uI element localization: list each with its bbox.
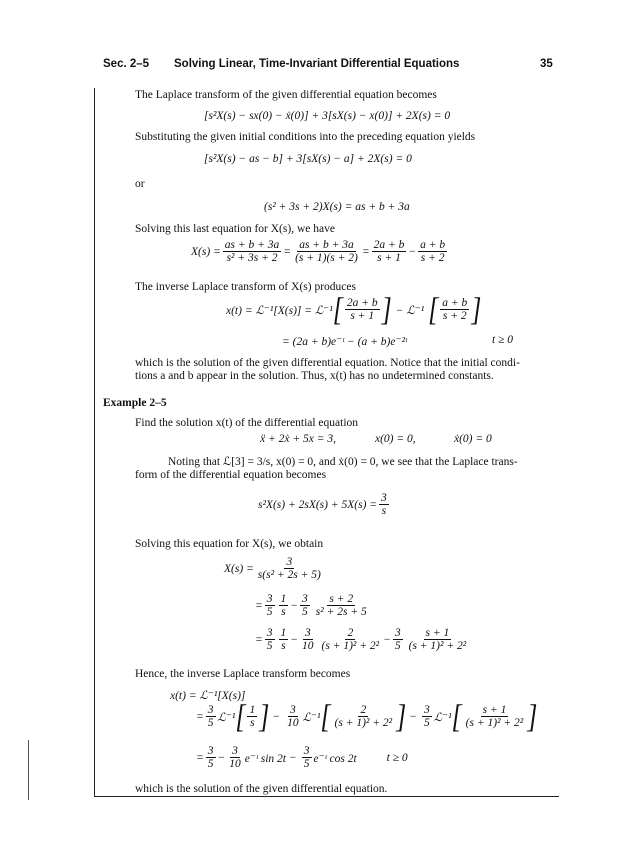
operator: − xyxy=(290,599,299,612)
condition: t ≥ 0 xyxy=(492,334,514,346)
section-label: Sec. 2–5 xyxy=(103,58,150,70)
numerator: as + b + 3a xyxy=(299,239,354,251)
operator: = xyxy=(255,633,263,646)
operator: − xyxy=(217,751,226,764)
bottom-rule xyxy=(94,796,559,797)
denominator: 5 xyxy=(266,640,273,652)
denominator: s + 1 xyxy=(350,310,375,322)
equation-lhs: X(s) = xyxy=(191,245,221,258)
fraction xyxy=(407,627,469,652)
fraction xyxy=(320,627,382,652)
fraction xyxy=(300,627,316,652)
operator: = xyxy=(196,710,204,723)
fraction xyxy=(279,627,289,652)
numerator: 3 xyxy=(286,556,293,568)
denominator: s xyxy=(281,640,286,652)
denominator: (s + 1)² + 2² xyxy=(408,640,467,652)
bracket-open: [ xyxy=(451,697,462,734)
bracket-close: ] xyxy=(471,290,482,327)
fraction xyxy=(293,239,360,264)
denominator: 10 xyxy=(229,758,241,770)
paragraph: The Laplace transform of the given differential equation becomes xyxy=(135,89,437,101)
equation-transformed xyxy=(258,492,391,517)
numerator: 3 xyxy=(266,627,273,639)
denominator: 5 xyxy=(303,758,310,770)
numerator: 3 xyxy=(423,704,430,716)
equation xyxy=(255,593,371,618)
paragraph: Find the solution x(t) of the differential equation xyxy=(135,417,359,429)
paragraph: Solving this last equation for X(s), we have xyxy=(135,223,335,235)
operator: = xyxy=(255,599,263,612)
equation xyxy=(224,556,325,581)
numerator: 2 xyxy=(347,627,354,639)
equation-inverse-terms xyxy=(196,697,538,734)
equation xyxy=(255,627,470,652)
paragraph: Solving this equation for X(s), we obtain xyxy=(135,538,324,550)
numerator: 3 xyxy=(289,704,296,716)
paragraph-line: tions a and b appear in the solution. Thus, x(t) has no undetermined constants. xyxy=(135,370,494,382)
fraction xyxy=(333,704,395,729)
numerator: 3 xyxy=(304,627,311,639)
bracket-open: [ xyxy=(332,290,343,327)
fraction xyxy=(372,239,407,264)
connector-word: or xyxy=(135,178,145,190)
numerator: s + 1 xyxy=(482,704,507,716)
bracket-close: ] xyxy=(259,697,270,734)
fraction xyxy=(302,745,312,770)
paragraph-line: Noting that ℒ[3] = 3/s, x(0) = 0, and ẋ(0) = 0, we see that the Laplace trans- xyxy=(168,456,518,468)
initial-condition: x(0) = 0, xyxy=(375,433,416,445)
denominator: s xyxy=(250,717,255,729)
fraction xyxy=(300,593,310,618)
fraction xyxy=(418,239,447,264)
numerator: 3 xyxy=(381,492,387,504)
operator: = xyxy=(196,751,204,764)
fraction xyxy=(265,593,275,618)
numerator: as + b + 3a xyxy=(224,239,280,251)
fraction xyxy=(223,239,282,264)
operator: − xyxy=(289,751,297,764)
fraction xyxy=(422,704,432,729)
numerator: 1 xyxy=(280,593,287,605)
denominator: 10 xyxy=(302,640,314,652)
numerator: 3 xyxy=(303,745,310,757)
denominator: s² + 2s + 5 xyxy=(315,606,367,618)
paragraph: Hence, the inverse Laplace transform becomes xyxy=(135,668,351,680)
numerator: 3 xyxy=(266,593,273,605)
numerator: 3 xyxy=(394,627,401,639)
paragraph-line: form of the differential equation becomes xyxy=(135,469,327,481)
numerator: s + 1 xyxy=(425,627,450,639)
term: e⁻ᵗ cos 2t xyxy=(313,752,357,765)
fraction xyxy=(393,627,403,652)
operator: ℒ⁻¹ xyxy=(433,711,452,724)
denominator: 5 xyxy=(423,717,430,729)
equation-final-solution xyxy=(196,745,408,770)
numerator: a + b xyxy=(442,297,468,309)
equation: = (2a + b)e⁻ᵗ − (a + b)e⁻²ᵗ xyxy=(282,336,407,348)
paragraph: Substituting the given initial conditions into the preceding equation yields xyxy=(135,131,476,143)
ode-equation: ẍ + 2ẋ + 5x = 3, xyxy=(260,433,336,445)
numerator: 3 xyxy=(207,745,214,757)
equation-inverse-laplace xyxy=(226,290,482,327)
fraction xyxy=(206,704,216,729)
numerator: s + 2 xyxy=(329,593,354,605)
fraction xyxy=(345,297,380,322)
condition: t ≥ 0 xyxy=(386,751,408,764)
bracket-close: ] xyxy=(396,697,407,734)
fraction xyxy=(285,704,301,729)
equation: (s² + 3s + 2)X(s) = as + b + 3a xyxy=(264,201,410,213)
numerator: 2a + b xyxy=(346,297,378,309)
equation-partial-fractions xyxy=(191,239,449,264)
operator: ℒ⁻¹ xyxy=(217,711,236,724)
scan-mark xyxy=(28,740,29,800)
denominator: 5 xyxy=(207,717,214,729)
denominator: 5 xyxy=(266,606,273,618)
initial-condition: ẋ(0) = 0 xyxy=(454,433,492,445)
operator: − xyxy=(409,710,417,723)
numerator: 3 xyxy=(207,704,214,716)
denominator: 5 xyxy=(207,758,214,770)
equation: x(t) = ℒ⁻¹[X(s)] xyxy=(170,690,246,702)
operator: − xyxy=(408,245,417,258)
equation-lhs: s²X(s) + 2sX(s) + 5X(s) = xyxy=(258,498,378,511)
equation: [s²X(s) − sx(0) − ẋ(0)] + 3[sX(s) − x(0)] + 2X(s) = 0 xyxy=(204,110,451,122)
numerator: 3 xyxy=(302,593,308,605)
section-title: Solving Linear, Time-Invariant Differential Equations xyxy=(174,58,460,70)
operator: − ℒ⁻¹ xyxy=(395,304,425,317)
term: e⁻ᵗ sin 2t xyxy=(244,752,287,765)
bracket-open: [ xyxy=(320,697,331,734)
denominator: 5 xyxy=(302,606,308,618)
denominator: s xyxy=(381,505,387,517)
fraction xyxy=(464,704,526,729)
operator: = xyxy=(283,245,292,258)
operator: − xyxy=(272,710,281,723)
paragraph: The inverse Laplace transform of X(s) produces xyxy=(135,281,356,293)
denominator: s + 2 xyxy=(420,252,445,264)
example-title: Example 2–5 xyxy=(103,397,167,409)
fraction xyxy=(247,704,257,729)
denominator: s(s² + 2s + 5) xyxy=(257,569,321,581)
operator: − xyxy=(290,633,299,646)
fraction xyxy=(440,297,469,322)
fraction xyxy=(314,593,369,618)
numerator: 3 xyxy=(232,745,238,757)
equation: [s²X(s) − as − b] + 3[sX(s) − a] + 2X(s) = 0 xyxy=(204,153,412,165)
equation-lhs: x(t) = ℒ⁻¹[X(s)] = ℒ⁻¹ xyxy=(226,304,333,317)
denominator: (s + 1)² + 2² xyxy=(334,717,393,729)
bracket-close: ] xyxy=(381,290,392,327)
denominator: s + 2 xyxy=(442,310,467,322)
bracket-open: [ xyxy=(235,697,246,734)
margin-rule xyxy=(94,88,95,796)
denominator: s² + 3s + 2 xyxy=(226,252,278,264)
denominator: (s + 1)² + 2² xyxy=(321,640,380,652)
fraction xyxy=(279,593,289,618)
numerator: 1 xyxy=(280,627,287,639)
paragraph-line: which is the solution of the given differential equation. Notice that the initial condi- xyxy=(135,357,520,369)
denominator: (s + 1)² + 2² xyxy=(465,717,524,729)
operator: ℒ⁻¹ xyxy=(302,711,321,724)
denominator: s xyxy=(281,606,286,618)
paragraph: which is the solution of the given differential equation. xyxy=(135,783,388,795)
denominator: (s + 1)(s + 2) xyxy=(295,252,358,264)
denominator: s + 1 xyxy=(377,252,401,264)
bracket-close: ] xyxy=(527,697,538,734)
fraction xyxy=(256,556,323,581)
numerator: 2a + b xyxy=(373,239,405,251)
operator: − xyxy=(383,633,391,646)
operator: = xyxy=(361,245,370,258)
numerator: a + b xyxy=(420,239,446,251)
fraction xyxy=(206,745,216,770)
fraction xyxy=(227,745,243,770)
page-number: 35 xyxy=(540,58,553,70)
denominator: 10 xyxy=(287,717,299,729)
numerator: 1 xyxy=(249,704,256,716)
bracket-open: [ xyxy=(428,290,439,327)
fraction xyxy=(265,627,275,652)
fraction xyxy=(379,492,389,517)
equation-lhs: X(s) = xyxy=(224,562,254,575)
numerator: 2 xyxy=(360,704,367,716)
denominator: 5 xyxy=(394,640,401,652)
